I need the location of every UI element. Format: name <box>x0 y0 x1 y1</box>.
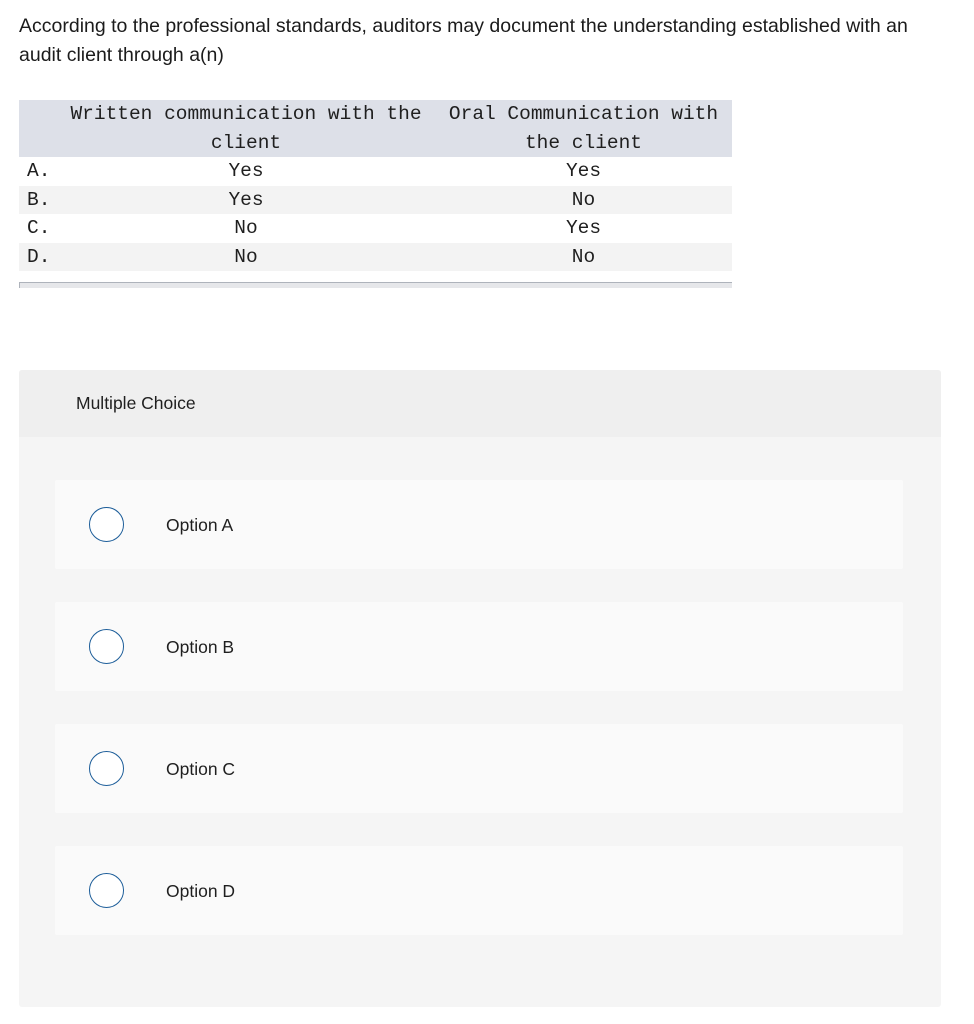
table-bottom-rule <box>19 282 732 288</box>
radio-button-unselected-icon[interactable] <box>89 751 124 786</box>
option-label: Option A <box>166 515 234 535</box>
option-c[interactable] <box>55 724 903 813</box>
header-oral-communication: Oral Communication with the client <box>435 100 732 157</box>
radio-button-unselected-icon[interactable] <box>89 629 124 664</box>
row-letter: B. <box>19 186 57 215</box>
row-oral-value: Yes <box>565 160 602 182</box>
multiple-choice-title: Multiple Choice <box>76 393 196 413</box>
table-row <box>19 186 732 215</box>
row-oral-value: No <box>435 243 732 272</box>
answer-table <box>19 100 732 271</box>
row-written-value: Yes <box>57 186 435 215</box>
table-row <box>19 214 732 243</box>
table-header-row <box>19 100 732 157</box>
row-written-value: No <box>57 243 435 272</box>
radio-button-unselected-icon[interactable] <box>89 873 124 908</box>
table-row <box>19 157 732 186</box>
option-label: Option B <box>166 637 235 657</box>
header-letter <box>19 100 57 157</box>
option-a[interactable] <box>55 480 903 569</box>
radio-button-unselected-icon[interactable] <box>89 507 124 542</box>
row-letter: D. <box>19 243 57 272</box>
row-written-value: No <box>234 217 258 239</box>
option-label: Option C <box>166 759 236 779</box>
row-oral-value: No <box>435 186 732 215</box>
question-text: According to the professional standards, auditors may document the understanding established with an audit client through a(n) <box>19 15 908 66</box>
table-row <box>19 243 732 272</box>
row-oral-value: Yes <box>565 217 602 239</box>
row-letter: C. <box>27 217 51 239</box>
multiple-choice-panel <box>19 370 941 1007</box>
option-label: Option D <box>166 881 236 901</box>
option-d[interactable] <box>55 846 903 935</box>
row-letter: A. <box>27 160 51 182</box>
multiple-choice-header <box>19 370 941 437</box>
header-written-communication: Written communication with the client <box>57 100 435 157</box>
row-written-value: Yes <box>228 160 264 182</box>
option-b[interactable] <box>55 602 903 691</box>
